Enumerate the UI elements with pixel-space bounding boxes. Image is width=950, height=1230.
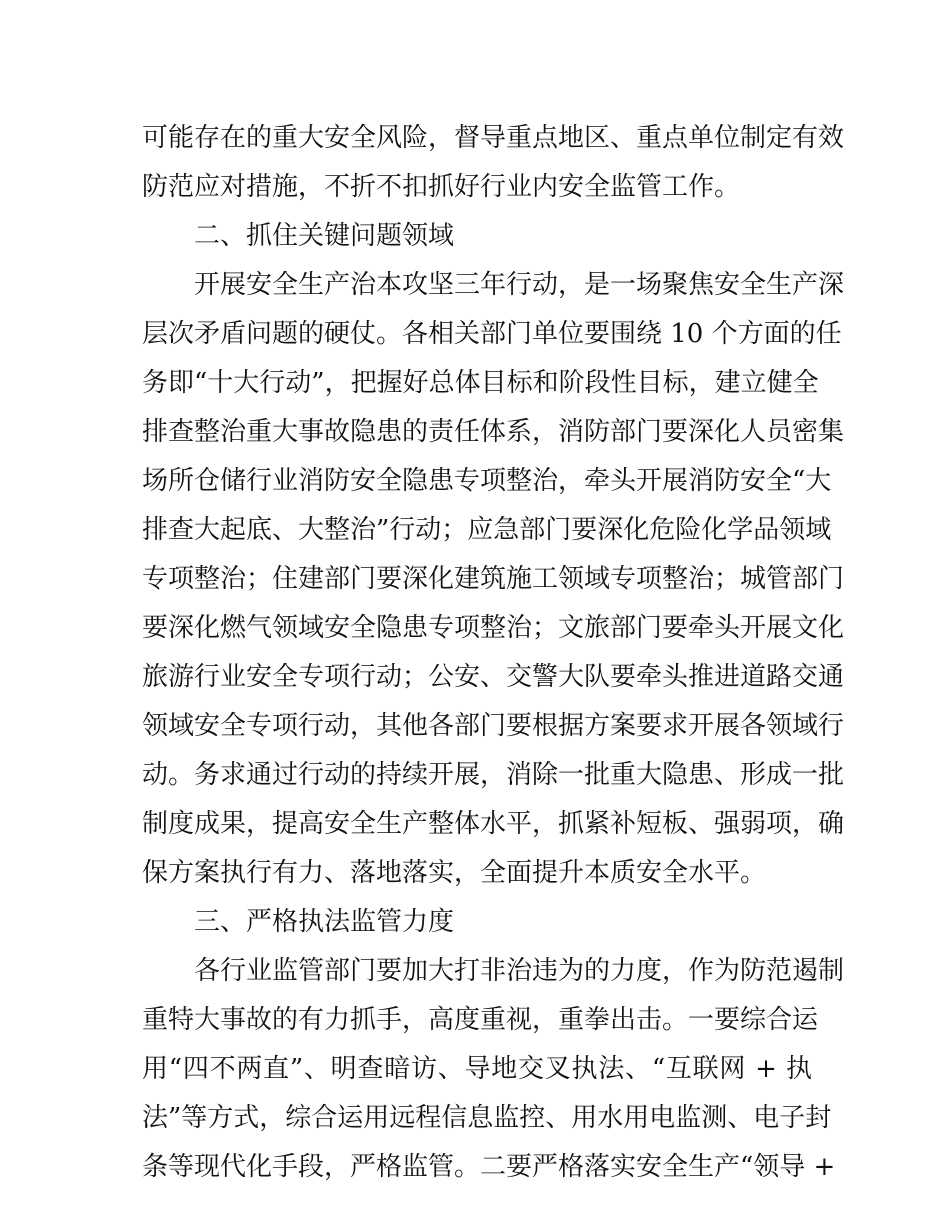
text-line: 专项整治；住建部门要深化建筑施工领域专项整治；城管部门: [142, 564, 845, 594]
text-line: 制度成果，提高安全生产整体水平，抓紧补短板、强弱项，确: [142, 809, 845, 839]
section-heading-3: [142, 898, 812, 947]
text-line: 条等现代化手段，严格监管。二要严格落实安全生产“领导 +: [142, 1152, 836, 1182]
text-line: 开展安全生产治本攻坚三年行动，是一场聚焦安全生产深: [194, 270, 845, 300]
text-line: 务即“十大行动”，把握好总体目标和阶段性目标，建立健全: [142, 368, 819, 398]
heading-text: 二、抓住关键问题领域: [194, 221, 455, 251]
text-line: 层次矛盾问题的硬仗。各相关部门单位要围绕 10 个方面的任: [142, 319, 842, 349]
text-line: 可能存在的重大安全风险，督导重点地区、重点单位制定有效: [142, 123, 845, 153]
text-line: 重特大事故的有力抓手，高度重视，重拳出击。一要综合运: [142, 1005, 819, 1035]
text-line: 排查整治重大事故隐患的责任体系，消防部门要深化人员密集: [142, 417, 845, 447]
text-line: 排查大起底、大整治”行动；应急部门要深化危险化学品领域: [142, 515, 832, 545]
paragraph-enforcement: [142, 947, 845, 1192]
text-line: 领域安全专项行动，其他各部门要根据方案要求开展各领域行: [142, 711, 845, 741]
paragraph-key-issues: [142, 261, 845, 898]
text-line: 各行业监管部门要加大打非治违为的力度，作为防范遏制: [194, 956, 845, 986]
text-line: 场所仓储行业消防安全隐患专项整治，牵头开展消防安全“大: [142, 466, 832, 496]
text-line: 防范应对措施，不折不扣抓好行业内安全监管工作。: [142, 172, 741, 202]
text-line: 保方案执行有力、落地落实，全面提升本质安全水平。: [142, 858, 767, 888]
text-line: 用“四不两直”、明查暗访、导地交叉执法、“互联网 + 执: [142, 1054, 812, 1084]
section-heading-2: [142, 212, 812, 261]
text-line: 法”等方式，综合运用远程信息监控、用水用电监测、电子封: [142, 1103, 832, 1133]
text-line: 旅游行业安全专项行动；公安、交警大队要牵头推进道路交通: [142, 662, 845, 692]
text-line: 要深化燃气领域安全隐患专项整治；文旅部门要牵头开展文化: [142, 613, 845, 643]
paragraph-continuation: [142, 114, 845, 212]
heading-text: 三、严格执法监管力度: [194, 907, 455, 937]
text-line: 动。务求通过行动的持续开展，消除一批重大隐患、形成一批: [142, 760, 845, 790]
document-body: [142, 114, 845, 1192]
